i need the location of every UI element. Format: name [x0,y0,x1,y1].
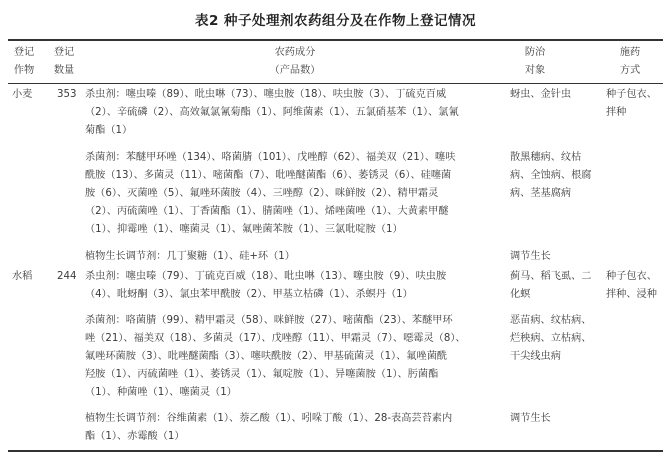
wheat-crop: 小麦 [12,89,33,100]
wheat-regulator-target: 调节生长 [510,251,551,262]
wheat-regulator: 植物生长调节剂：几丁聚糖（1）、硅+环（1） [85,251,295,262]
wheat-insecticide: 杀虫剂：噻虫嗪（89）、吡虫啉（73）、噻虫胺（18）、呋虫胺（3）、丁硫克百威 （2）、辛硫磷（2）、高效氟氯氰菊酯（1）、阿维菌素（1）、五氯硝基苯（1）、氯氰 菊酯（1） [85,89,459,136]
header-rule [8,83,663,84]
rice-method: 种子包衣、 拌种、浸种 [606,271,657,300]
header-ingredients: 农药成分 （产品数） [269,47,321,76]
rice-regulator: 植物生长调节剂：谷维菌素（1）、萘乙酸（1）、吲哚丁酸（1）、28-表高芸苔素内 酯（1）、赤霉酸（1） [85,413,453,442]
rice-crop: 水稻 [12,271,33,282]
rice-fungicide: 杀菌剂：咯菌腈（99）、精甲霜灵（58）、咪鲜胺（27）、嘧菌酯（23）、苯醚甲环 唑（21）、福美双（18）、多菌灵（17）、戊唑醇（11）、甲霜灵（7）、噁霉灵（8）、 氟唑环菌胺（3）、吡唑醚菌酯（3）、噻呋酰胺（2）、甲基硫菌灵（1）、氟唑菌酰 羟胺（1）、丙硫菌唑（1）、萎锈灵（1）、氟啶胺（1）、异噻菌胺（1）、肟菌酯 （1）、种菌唑（1）、噻菌灵（1） [85,315,466,398]
wheat-count: 353 [57,89,77,100]
rice-insecticide: 杀虫剂：噻虫嗪（79）、丁硫克百威（18）、吡虫啉（13）、噻虫胺（9）、呋虫胺 （4）、吡蚜酮（3）、氯虫苯甲酰胺（2）、甲基立枯磷（1）、杀螟丹（1） [85,271,447,300]
header-method: 施药 方式 [619,47,641,76]
table-title: 表2 种子处理剂农药组分及在作物上登记情况 [194,13,477,29]
wheat-method: 种子包衣、 拌种 [606,89,657,118]
rice-regulator-target: 调节生长 [510,413,551,424]
wheat-fungicide: 杀菌剂：苯醚甲环唑（134）、咯菌腈（101）、戊唑醇（62）、福美双（21）、噻呋 酰胺（13）、多菌灵（11）、嘧菌酯（7）、吡唑醚菌酯（6）、萎锈灵（6）、硅噻菌 胺（6）、灭菌唑（5）、氟唑环菌胺（4）、三唑醇（2）、咪鲜胺（2）、精甲霜灵 （2）、丙硫菌唑（1）、丁香菌酯（1）、腈菌唑（1）、烯唑菌唑（1）、大黄素甲醚 （1）、抑霉唑（1）、噻菌灵（1）、氟唑菌苯胺（1）、三氯吡啶胺（1） [85,152,456,235]
wheat-insecticide-target: 蚜虫、金针虫 [510,89,572,100]
rice-insecticide-target: 蓟马、稻飞虱、二 化螟 [510,271,592,300]
top-rule [8,39,663,41]
header-crop: 登记 作物 [13,47,35,76]
rice-count: 244 [57,271,77,282]
header-target: 防治 对象 [524,47,546,76]
rice-fungicide-target: 恶苗病、纹枯病、 烂秧病、立枯病、 干尖线虫病 [510,315,592,362]
header-count: 登记 数量 [53,47,75,76]
bottom-rule [8,450,663,452]
wheat-fungicide-target: 散黑穗病、纹枯 病、全蚀病、根腐 病、茎基腐病 [510,152,592,199]
